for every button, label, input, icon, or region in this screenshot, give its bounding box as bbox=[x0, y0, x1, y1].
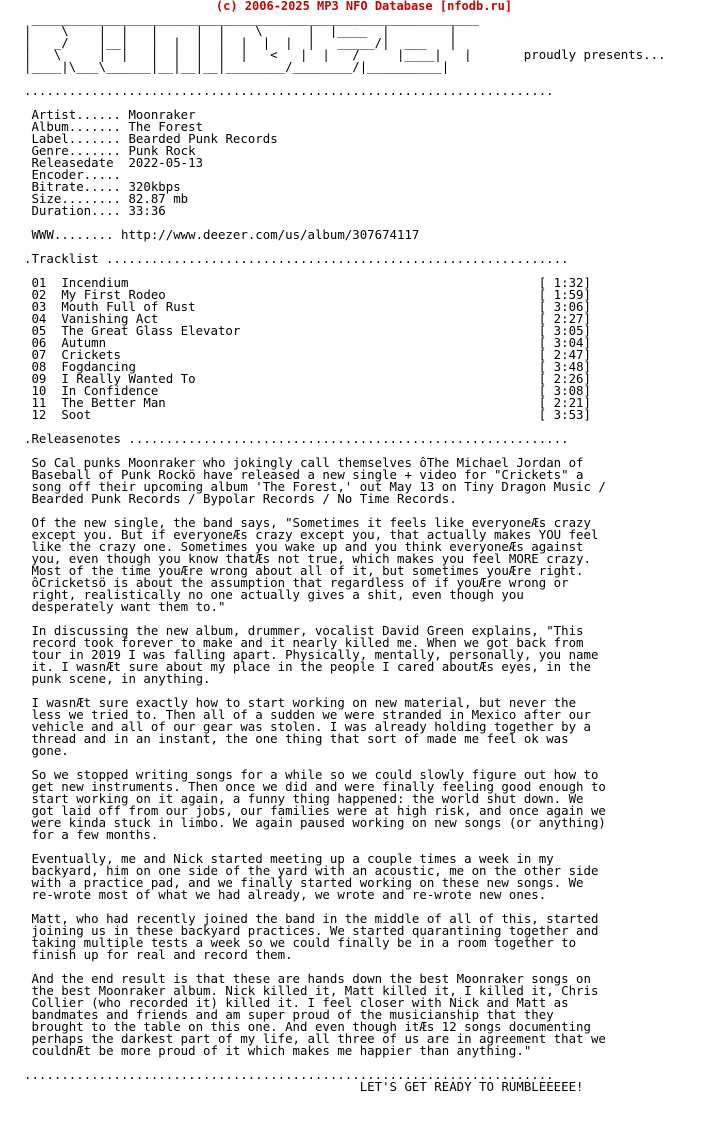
release-note-line bbox=[24, 745, 666, 757]
field-value: Punk Rock bbox=[128, 143, 196, 158]
track-title: Fogdancing bbox=[61, 359, 136, 374]
release-note-text: get new instruments. Then once we did and were finally feeling good enough to bbox=[31, 779, 606, 794]
release-note-text: tour in 2019 I was falling apart. Physically, mentally, personally, you name bbox=[31, 647, 599, 662]
field-label: Genre....... bbox=[31, 143, 121, 158]
www-label: WWW........ bbox=[31, 227, 114, 242]
track-row bbox=[24, 409, 666, 421]
nfo-text bbox=[24, 13, 666, 1093]
www-field bbox=[24, 229, 666, 241]
track-title: Mouth Full of Rust bbox=[61, 299, 196, 314]
release-note-text: were kinda stuck in limbo. We again paused working on new songs (or anything) bbox=[31, 815, 606, 830]
release-note-text: vehicle and all of our gear was stolen. I was already holding together by a bbox=[31, 719, 591, 734]
track-duration: [ 3:04] bbox=[538, 335, 591, 350]
release-note-text: Baseball of Punk Rockö have released a new single + video for "Crickets" a bbox=[31, 467, 584, 482]
release-note-text: So we stopped writing songs for a while so we could slowly figure out how to bbox=[31, 767, 599, 782]
track-number: 08 bbox=[31, 359, 47, 374]
track-title: Autumn bbox=[61, 335, 107, 350]
release-note-text: So Cal punks Moonraker who jokingly call themselves ôThe Michael Jordan of bbox=[31, 455, 584, 470]
field-value: The Forest bbox=[128, 119, 204, 134]
track-duration: [ 3:05] bbox=[538, 323, 591, 338]
logo-art-line: | _/ |__| | | | | | | | | _____/| ___ | bbox=[24, 35, 457, 50]
track-duration: [ 1:32] bbox=[538, 275, 591, 290]
track-number: 03 bbox=[31, 299, 47, 314]
release-note-text: finish up for real and record them. bbox=[31, 947, 293, 962]
field-label: Releasedate bbox=[31, 155, 114, 170]
footer-separator-dots: ....................................................................... bbox=[24, 1067, 554, 1082]
release-note-text: less we tried to. Then all of a sudden we were stranded in Mexico after our bbox=[31, 707, 591, 722]
release-note-text: couldnÆt be more proud of it which makes me happier than anything." bbox=[31, 1043, 532, 1058]
release-note-text: In discussing the new album, drummer, vocalist David Green explains, "This bbox=[31, 623, 584, 638]
release-note-line bbox=[24, 829, 666, 841]
tracklist-header: .Tracklist .............................................................. bbox=[24, 251, 569, 266]
release-note-text: desperately want them to." bbox=[31, 599, 226, 614]
release-note-text: thread and in an instant, the one thing that sort of made me feel ok was bbox=[31, 731, 569, 746]
release-note-text: Matt, who had recently joined the band in the middle of all of this, started bbox=[31, 911, 599, 926]
track-duration: [ 3:53] bbox=[538, 407, 591, 422]
release-note-text: got laid off from our jobs, our families were at high risk, and once again we bbox=[31, 803, 606, 818]
field-label: Encoder..... bbox=[31, 167, 121, 182]
track-duration: [ 3:06] bbox=[538, 299, 591, 314]
release-note-text: Bearded Punk Records / Bypolar Records / No Time Records. bbox=[31, 491, 457, 506]
release-note-text: Of the new single, the band says, "Sometimes it feels like everyoneÆs crazy bbox=[31, 515, 591, 530]
logo-art-line: |____|\___\______|__|__|__|________/________/|__________| bbox=[24, 59, 450, 74]
release-note-text: you, even though you know thatÆs not true, which makes you feel MORE crazy. bbox=[31, 551, 591, 566]
field-label: Size........ bbox=[31, 191, 121, 206]
release-note-line bbox=[24, 493, 666, 505]
track-duration: [ 3:48] bbox=[538, 359, 591, 374]
footer-slogan: LET'S GET READY TO RUMBLEEEEE! bbox=[359, 1079, 584, 1094]
field-value: Moonraker bbox=[128, 107, 196, 122]
release-note-text: taking multiple tests a week so we could finally be in a room together to bbox=[31, 935, 577, 950]
track-number: 07 bbox=[31, 347, 47, 362]
track-number: 12 bbox=[31, 407, 47, 422]
release-note-text: song off their upcoming album 'The Forest,' out May 13 on Tiny Dragon Music / bbox=[31, 479, 606, 494]
release-note-text: joining us in these backyard practices. We started quarantining together and bbox=[31, 923, 599, 938]
releasenotes-header: .Releasenotes ........................................................... bbox=[24, 431, 569, 446]
track-number: 11 bbox=[31, 395, 47, 410]
field-value: 82.87 mb bbox=[128, 191, 189, 206]
track-number: 09 bbox=[31, 371, 47, 386]
release-note-text: for a few months. bbox=[31, 827, 159, 842]
release-note-text: Collier (who recorded it) killed it. I feel closer with Nick and Matt as bbox=[31, 995, 569, 1010]
track-number: 01 bbox=[31, 275, 47, 290]
track-number: 02 bbox=[31, 287, 47, 302]
logo-art-line: | \ | | | | | \ | |____ | | bbox=[24, 23, 457, 38]
footer-line bbox=[24, 1081, 666, 1093]
release-note-text: with a practice pad, and we finally started working on these new songs. We bbox=[31, 875, 584, 890]
release-note-text: brought to the table on this one. And even though itÆs 12 songs documenting bbox=[31, 1019, 591, 1034]
field-label: Bitrate..... bbox=[31, 179, 121, 194]
release-note-line bbox=[24, 601, 666, 613]
release-note-text: right, realistically no one actually gives a shit, even though you bbox=[31, 587, 524, 602]
info-field-duration bbox=[24, 205, 666, 217]
track-title: I Really Wanted To bbox=[61, 371, 196, 386]
field-label: Album....... bbox=[31, 119, 121, 134]
track-duration: [ 2:47] bbox=[538, 347, 591, 362]
release-note-text: bandmates and friends and am super proud of the musicianship that they bbox=[31, 1007, 554, 1022]
release-note-text: perhaps the darkest part of my life, all three of us are in agreement that we bbox=[31, 1031, 606, 1046]
field-value: 320kbps bbox=[128, 179, 181, 194]
track-duration: [ 2:21] bbox=[538, 395, 591, 410]
separator-dots: ....................................................................... bbox=[24, 83, 554, 98]
www-url-link[interactable]: http://www.deezer.com/us/album/307674117 bbox=[121, 227, 420, 242]
track-number: 10 bbox=[31, 383, 47, 398]
release-note-line bbox=[24, 949, 666, 961]
track-duration: [ 1:59] bbox=[538, 287, 591, 302]
track-duration: [ 2:26] bbox=[538, 371, 591, 386]
field-value: 33:36 bbox=[128, 203, 166, 218]
track-title: The Better Man bbox=[61, 395, 166, 410]
copyright-link[interactable]: (c) 2006-2025 MP3 NFO Database [nfodb.ru] bbox=[215, 0, 513, 13]
track-number: 05 bbox=[31, 323, 47, 338]
field-label: Duration.... bbox=[31, 203, 121, 218]
release-note-line bbox=[24, 733, 666, 745]
track-title: Crickets bbox=[61, 347, 121, 362]
release-note-text: record took forever to make and it nearly killed me. When we got back from bbox=[31, 635, 584, 650]
release-note-line bbox=[24, 673, 666, 685]
field-label: Artist...... bbox=[31, 107, 121, 122]
release-note-text: I wasnÆt sure exactly how to start working on new material, but never the bbox=[31, 695, 577, 710]
track-title: My First Rodeo bbox=[61, 287, 166, 302]
field-label: Label....... bbox=[31, 131, 121, 146]
track-title: In Confidence bbox=[61, 383, 159, 398]
field-value: 2022-05-13 bbox=[128, 155, 204, 170]
track-title: Incendium bbox=[61, 275, 129, 290]
release-note-text: it. I wasnÆt sure about my place in the people I cared aboutÆs eyes, in the bbox=[31, 659, 591, 674]
track-duration: [ 2:27] bbox=[538, 311, 591, 326]
release-note-text: ôCricketsö is about the assumption that regardless of if youÆre wrong or bbox=[31, 575, 569, 590]
release-note-text: the best Moonraker album. Nick killed it, Matt killed it, I killed it, Chris bbox=[31, 983, 599, 998]
release-note-text: And the end result is that these are hands down the best Moonraker songs on bbox=[31, 971, 591, 986]
release-note-text: gone. bbox=[31, 743, 69, 758]
track-number: 04 bbox=[31, 311, 47, 326]
release-note-text: Most of the time youÆre wrong about all of it, but sometimes youÆre right. bbox=[31, 563, 584, 578]
logo-art-line: | \ | | | | | | | < | | / |____| | proudly presents... bbox=[24, 47, 666, 62]
track-title: Soot bbox=[61, 407, 92, 422]
field-value: Bearded Punk Records bbox=[128, 131, 278, 146]
track-title: Vanishing Act bbox=[61, 311, 159, 326]
release-note-text: like the crazy one. Sometimes you wake up and you think everyoneÆs against bbox=[31, 539, 584, 554]
release-note-line bbox=[24, 1045, 666, 1057]
release-note-text: Eventually, me and Nick started meeting up a couple times a week in my bbox=[31, 851, 554, 866]
release-note-text: start working on it again, a funny thing happened: the world shut down. We bbox=[31, 791, 584, 806]
track-duration: [ 3:08] bbox=[538, 383, 591, 398]
track-title: The Great Glass Elevator bbox=[61, 323, 241, 338]
logo-art-line: ____________________________________________________________ bbox=[24, 11, 480, 26]
track-number: 06 bbox=[31, 335, 47, 350]
release-note-text: punk scene, in anything. bbox=[31, 671, 211, 686]
release-note-text: re-wrote most of what we had already, we wrote and re-wrote new ones. bbox=[31, 887, 547, 902]
release-note-text: except you. But if everyoneÆs crazy except you, that actually makes YOU feel bbox=[31, 527, 599, 542]
release-note-text: backyard, him on one side of the yard with an acoustic, me on the other side bbox=[31, 863, 599, 878]
release-note-line bbox=[24, 889, 666, 901]
